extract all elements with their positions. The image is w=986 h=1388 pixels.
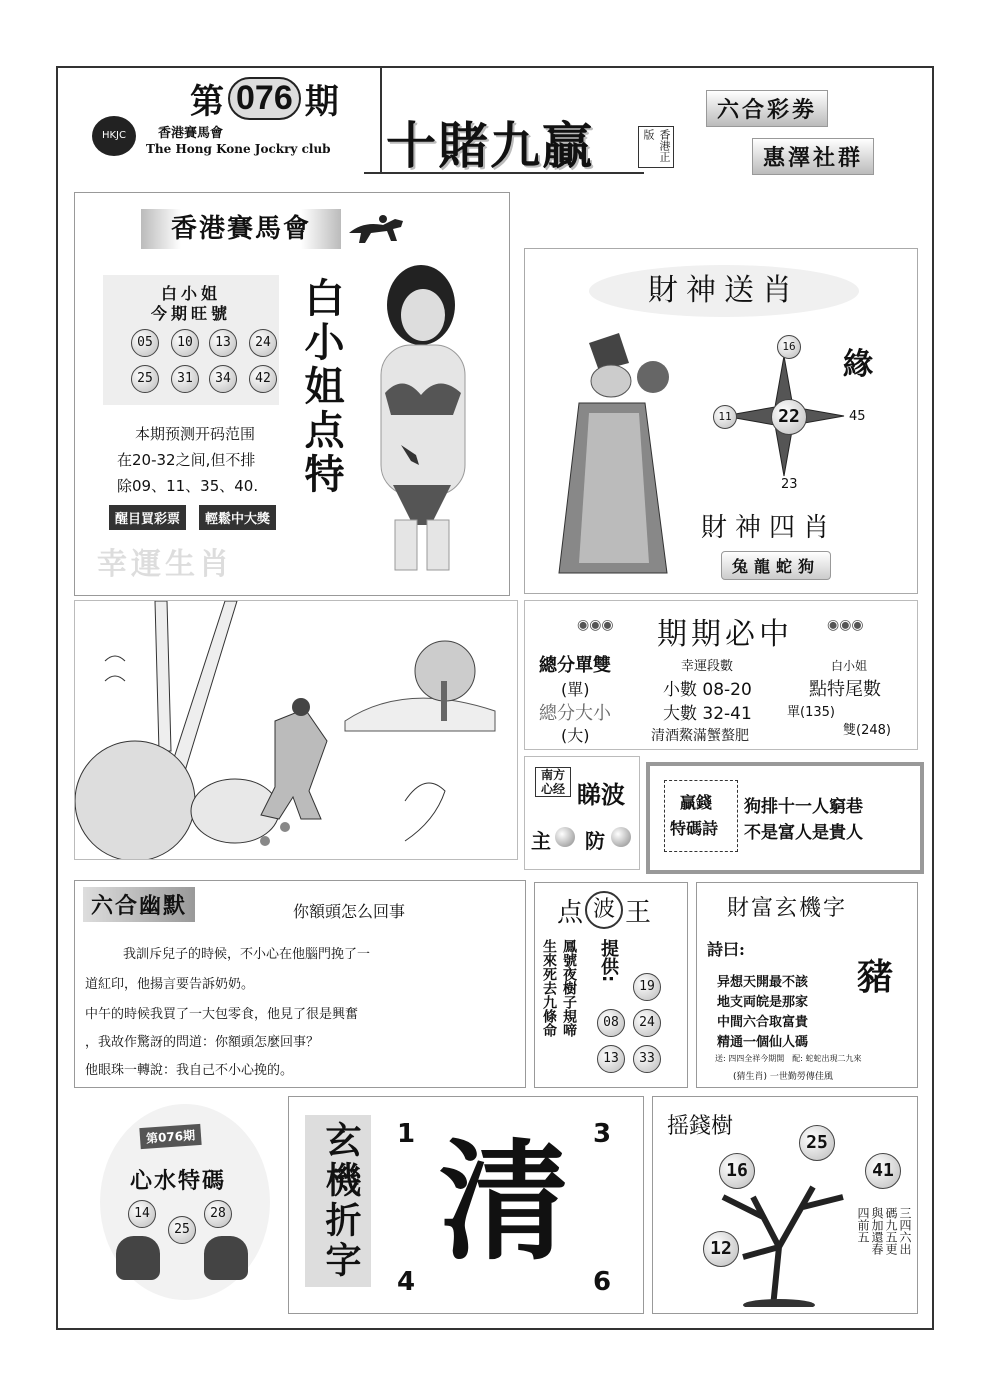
money-tree-side-1: 三四六出 <box>898 1207 912 1255</box>
bo-king-number: 33 <box>633 1045 661 1073</box>
lady-number: 42 <box>249 365 277 393</box>
boxing-glove-left-icon <box>116 1236 160 1280</box>
bo-king-number: 19 <box>633 973 661 1001</box>
xinshui-panel <box>100 1104 270 1300</box>
qiqi-row3-left: 總分大小 <box>539 703 611 724</box>
cd-icon-right: ◉◉◉ <box>827 617 864 633</box>
money-tree-drawing <box>683 1137 873 1307</box>
money-tree-number: 41 <box>865 1153 901 1189</box>
humor-label: 六合幽默 <box>83 887 195 922</box>
caishen-left-number: 11 <box>713 405 737 429</box>
caishen-top-number: 16 <box>777 335 801 359</box>
illustration-drawing <box>75 601 517 859</box>
bobo-title: 睇波 <box>577 780 625 809</box>
bo-king-title-circle: 波 <box>585 891 623 929</box>
money-tree-side-2: 碼九五更 <box>884 1207 898 1255</box>
horse-panel-title: 香港賽馬會 <box>141 209 341 249</box>
xinshui-number: 28 <box>204 1200 232 1228</box>
qiqi-row4-shuang: 雙(248) <box>843 723 891 738</box>
money-tree-panel <box>652 1096 918 1314</box>
xuanji-num-tl: 1 <box>397 1119 416 1149</box>
caishen-panel <box>524 248 918 594</box>
lady-number: 25 <box>131 365 159 393</box>
four-zodiac-values: 兔龍蛇狗 <box>721 551 831 580</box>
qiqi-row3-dan: 單(135) <box>787 705 835 720</box>
bo-king-verse-2: 鳳號夜樹子規啼 <box>561 939 577 1037</box>
xuanji-num-tr: 3 <box>593 1119 612 1149</box>
money-tree-side-3: 與加還春 <box>870 1207 884 1255</box>
poem-left-bottom: 特碼詩 <box>670 819 719 838</box>
poem-panel <box>646 762 924 874</box>
lady-number: 31 <box>171 365 199 393</box>
community-tag: 惠澤社群 <box>752 138 874 175</box>
money-tree-number: 25 <box>799 1125 835 1161</box>
qiqi-title: 期期必中 <box>657 617 793 652</box>
lady-title: 白小姐 <box>160 284 221 303</box>
range-text-3: 除09、11、35、40. <box>117 477 259 495</box>
bobo-main-ball <box>555 827 575 847</box>
xuanji-panel <box>288 1096 644 1314</box>
bo-king-title-left: 点 <box>557 897 584 928</box>
slogan-right: 輕鬆中大獎 <box>199 505 276 530</box>
qiqi-row4-left: (大) <box>561 726 590 745</box>
humor-line-4: ，我故作驚訝的問道：你額頭怎麼回事？ <box>85 1035 320 1050</box>
cd-icon-left: ◉◉◉ <box>577 617 614 633</box>
bo-king-number: 13 <box>597 1045 625 1073</box>
humor-line-1: 我訓斥兒子的時候，不小心在他腦門挽了一 <box>123 947 371 962</box>
xuanji-label: 玄機折字 <box>305 1115 371 1287</box>
bo-king-panel <box>534 882 688 1088</box>
lady-numbers-card <box>103 275 279 405</box>
xuanji-num-bl: 4 <box>397 1267 416 1297</box>
money-tree-number: 16 <box>719 1153 755 1189</box>
fortune-line-3: 中間六合取富貴 <box>717 1015 809 1030</box>
poem-left-top: 贏錢 <box>680 793 713 812</box>
money-tree-title: 摇錢樹 <box>667 1114 734 1139</box>
fortune-line-2: 地支両皖是那家 <box>717 995 809 1010</box>
club-name-en: The Hong Kone Jockry club <box>146 142 331 156</box>
qiqi-row3-mid: 大數 32-41 <box>663 704 752 724</box>
bo-king-title-right: 王 <box>625 897 652 928</box>
bo-king-number: 24 <box>633 1009 661 1037</box>
bo-king-number: 08 <box>597 1009 625 1037</box>
lady-number: 13 <box>209 329 237 357</box>
poem-line-2: 不是富人是貴人 <box>744 823 863 843</box>
issue-title <box>190 76 339 120</box>
xinshui-number: 25 <box>168 1216 196 1244</box>
fortune-panel <box>696 882 918 1088</box>
bobo-main-label: 主 <box>531 829 551 853</box>
story-illustration <box>74 600 518 860</box>
money-tree-side-4: 四前五 <box>856 1207 870 1243</box>
lottery-tag: 六合彩劵 <box>706 90 828 127</box>
issue-prefix: 第 <box>190 81 224 122</box>
club-logo: HKJC <box>92 116 136 156</box>
xinshui-title: 心水特碼 <box>130 1168 227 1194</box>
fortune-note: 送: 四四全祥今期開 配: 蛇蛇出現二九來 <box>715 1054 862 1063</box>
qiqi-row2-mid: 小數 08-20 <box>663 680 752 700</box>
poem-line-1: 狗排十一人窮巷 <box>744 797 863 817</box>
header-divider <box>380 66 382 174</box>
qiqi-row2-left: (單) <box>561 680 590 699</box>
lady-number: 24 <box>249 329 277 357</box>
caishen-god-image <box>549 323 679 583</box>
fortune-line-4: 精通一個仙人碼 <box>717 1035 809 1050</box>
fortune-note-2: (猜生肖) 一世勤勞傳佳風 <box>733 1072 833 1082</box>
qiqi-row4-mid: 清酒鰲滿蟹螯肥 <box>651 728 749 744</box>
fortune-title: 財富玄機字 <box>727 896 848 921</box>
xinshui-number: 14 <box>128 1200 156 1228</box>
lady-number: 34 <box>209 365 237 393</box>
qiqi-row1-right: 白小姐 <box>831 659 868 673</box>
horse-panel <box>74 192 510 596</box>
boxing-glove-right-icon <box>204 1236 248 1280</box>
caishen-title: 財神送肖 <box>589 265 859 317</box>
horse-icon <box>343 211 423 249</box>
lucky-zodiac-faded: 幸運生肖 <box>97 547 233 582</box>
four-zodiac-title: 財神四肖 <box>701 513 838 543</box>
bo-king-title <box>557 891 651 929</box>
range-text-1: 本期预测开码范围 <box>135 425 256 443</box>
fortune-char: 豬 <box>857 956 894 998</box>
lady-number: 10 <box>171 329 199 357</box>
lady-subtitle: 今期旺號 <box>150 304 231 323</box>
fortune-line-1: 异想天開最不該 <box>717 975 809 990</box>
slogan-left: 醒目買彩票 <box>109 505 186 530</box>
bobo-defense-ball <box>611 827 631 847</box>
bo-king-verse-1: 生來死去九條命 <box>541 939 557 1037</box>
range-text-2: 在20-32之间,但不排 <box>117 451 256 469</box>
humor-panel <box>74 880 526 1088</box>
lady-figure-image <box>341 265 501 575</box>
xinshui-issue: 第076期 <box>139 1124 201 1149</box>
qiqi-row2-right: 點特尾數 <box>809 679 881 700</box>
issue-suffix: 期 <box>304 81 339 122</box>
bobo-panel <box>524 756 640 870</box>
edition-tag: 香港正版 <box>638 126 674 168</box>
fortune-poem-label: 詩曰: <box>707 940 745 959</box>
issue-number: 076 <box>228 77 301 120</box>
club-name-cn: 香港賽馬會 <box>158 126 224 141</box>
money-tree-number: 12 <box>703 1231 739 1267</box>
caishen-right-number: 45 <box>849 409 866 424</box>
bobo-tag: 南方心经 <box>535 767 571 797</box>
caishen-char: 緣 <box>843 347 873 382</box>
caishen-center-number: 22 <box>771 399 807 435</box>
humor-line-2: 道紅印，他揚言要告訴奶奶。 <box>85 977 255 992</box>
qiqi-panel <box>524 600 918 750</box>
xuanji-num-br: 6 <box>593 1267 612 1297</box>
lady-vertical-title: 白小姐点特 <box>298 277 345 497</box>
xuanji-big-char: 清 <box>439 1126 570 1278</box>
humor-line-5: 他眼珠一轉說：我自己不小心挽的。 <box>85 1063 294 1078</box>
qiqi-row1-mid: 幸運段數 <box>681 659 734 674</box>
caishen-bottom-number: 23 <box>781 477 798 492</box>
humor-heading: 你額頭怎么回事 <box>293 902 406 921</box>
qiqi-row1-left: 總分單雙 <box>539 655 611 676</box>
bobo-defense-label: 防 <box>585 829 605 853</box>
lady-number: 05 <box>131 329 159 357</box>
bo-king-provide: 提供: <box>598 939 619 983</box>
humor-line-3: 中午的時候我買了一大包零食，他見了很是興奮 <box>85 1007 359 1022</box>
main-title: 十賭九贏 <box>386 116 594 175</box>
